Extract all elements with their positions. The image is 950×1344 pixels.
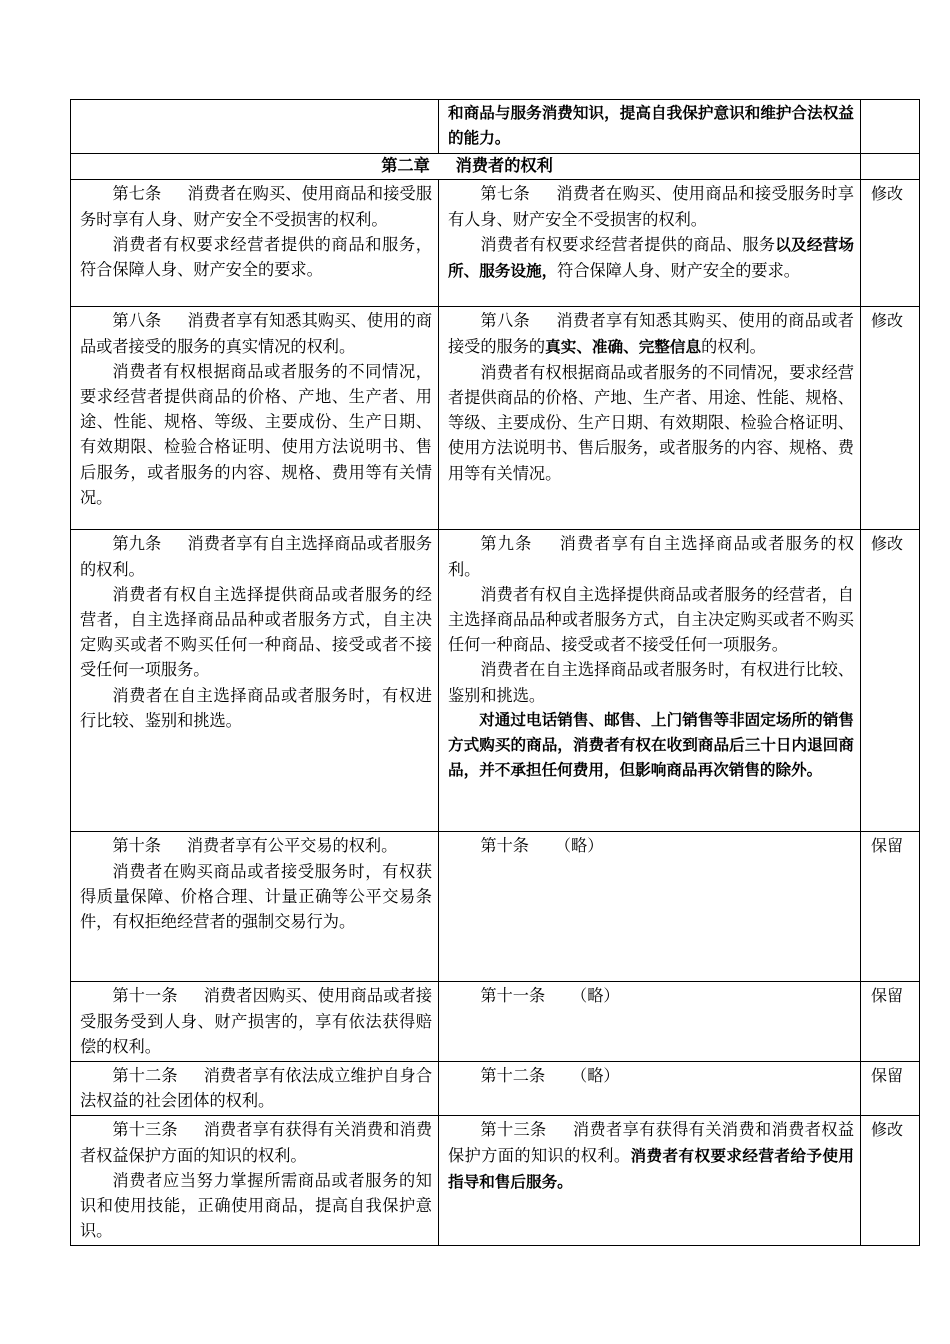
table-row — [71, 832, 920, 982]
chapter-number: 第二章 — [381, 156, 430, 176]
new-paragraph: 消费者在自主选择商品或者服务时，有权进行比较、鉴别和挑选。 — [448, 660, 854, 705]
old-paragraph: 消费者在自主选择商品或者服务时，有权进行比较、鉴别和挑选。 — [80, 685, 432, 730]
new-text-cell — [439, 307, 861, 530]
new-text-cell — [439, 180, 861, 307]
table-row — [71, 307, 920, 530]
old-text-cell — [71, 832, 439, 982]
old-text-cell — [71, 530, 439, 832]
status-badge: 保留 — [861, 832, 920, 982]
status-badge: 修改 — [861, 180, 920, 307]
old-paragraph: 消费者有权要求经营者提供的商品和服务，符合保障人身、财产安全的要求。 — [80, 234, 432, 280]
status-badge: 修改 — [861, 307, 920, 530]
table-row — [71, 530, 920, 832]
new-text-cell — [439, 530, 861, 832]
comparison-table — [70, 99, 920, 1246]
table-row — [71, 1062, 920, 1116]
old-text-cell — [71, 982, 439, 1062]
old-paragraph: 第十二条 消费者享有依法成立维护自身合法权益的社会团体的权利。 — [80, 1066, 433, 1111]
old-text-cell — [71, 100, 439, 154]
new-paragraph: 第九条 消费者享有自主选择商品或者服务的权利。 — [448, 534, 854, 579]
status-badge: 修改 — [861, 1116, 920, 1246]
new-paragraph: 第八条 消费者享有知悉其购买、使用的商品或者接受的服务的真实、准确、完整信息的权利。 — [448, 311, 854, 356]
table-row — [71, 180, 920, 307]
status-badge: 修改 — [861, 530, 920, 832]
new-paragraph: 消费者有权自主选择提供商品或者服务的经营者，自主选择商品品种或者服务方式，自主决定购买或者不购买任何一种商品、接受或者不接受任何一项服务。 — [448, 584, 854, 655]
new-text-cell — [439, 1062, 861, 1116]
table-row — [71, 982, 920, 1062]
new-paragraph: 第十条 （略） — [480, 836, 604, 856]
new-text-cell — [439, 1116, 861, 1246]
status-cell — [861, 154, 920, 180]
new-paragraph: 消费者有权根据商品或者服务的不同情况，要求经营者提供商品的价格、产地、生产者、用途、性能、规格、等级、主要成份、生产日期、有效期限、检验合格证明、使用方法说明书、售后服务，或者服务的内容、规格、费用等有关情况。 — [448, 362, 854, 483]
old-text-cell — [71, 307, 439, 530]
old-text-cell — [71, 1116, 439, 1246]
chapter-title: 消费者的权利 — [455, 156, 553, 176]
new-paragraph: 第十二条 （略） — [480, 1066, 620, 1086]
table-row — [71, 100, 920, 154]
old-paragraph: 消费者有权根据商品或者服务的不同情况，要求经营者提供商品的价格、产地、生产者、用途、性能、规格、等级、主要成份、生产日期、有效期限、检验合格证明、使用方法说明书、售后服务，或者服务的内容、规格、费用等有关情况。 — [80, 361, 432, 507]
chapter-row — [71, 154, 920, 180]
old-paragraph: 第八条 消费者享有知悉其购买、使用的商品或者接受的服务的真实情况的权利。 — [80, 311, 433, 356]
old-paragraph: 第十一条 消费者因购买、使用商品或者接受服务受到人身、财产损害的，享有依法获得赔偿的权利。 — [80, 986, 433, 1056]
new-paragraph: 第十一条 （略） — [480, 986, 620, 1006]
new-text-cell — [439, 832, 861, 982]
old-paragraph: 第九条 消费者享有自主选择商品或者服务的权利。 — [80, 534, 433, 579]
new-paragraph-added: 对通过电话销售、邮售、上门销售等非固定场所的销售方式购买的商品，消费者有权在收到商品后三十日内退回商品，并不承担任何费用，但影响商品再次销售的除外。 — [448, 710, 854, 780]
old-paragraph: 消费者有权自主选择提供商品或者服务的经营者，自主选择商品品种或者服务方式，自主决定购买或者不购买任何一种商品、接受或者不接受任何一项服务。 — [80, 584, 432, 680]
new-text: 和商品与服务消费知识，提高自我保护意识和维护合法权益的能力。 — [448, 104, 854, 148]
new-paragraph: 第七条 消费者在购买、使用商品和接受服务时享有人身、财产安全不受损害的权利。 — [448, 184, 854, 229]
table-row — [71, 1116, 920, 1246]
status-cell — [861, 100, 920, 154]
status-badge: 保留 — [861, 982, 920, 1062]
new-text-cell — [439, 982, 861, 1062]
new-text-cell — [439, 100, 861, 154]
status-badge: 保留 — [861, 1062, 920, 1116]
old-paragraph: 第七条 消费者在购买、使用商品和接受服务时享有人身、财产安全不受损害的权利。 — [80, 184, 433, 229]
new-paragraph: 第十三条 消费者享有获得有关消费和消费者权益保护方面的知识的权利。消费者有权要求经营者给予使用指导和售后服务。 — [448, 1120, 855, 1191]
old-paragraph: 第十三条 消费者享有获得有关消费和消费者权益保护方面的知识的权利。 — [80, 1120, 433, 1165]
new-paragraph: 消费者有权要求经营者提供的商品、服务以及经营场所、服务设施，符合保障人身、财产安全的要求。 — [448, 234, 854, 281]
chapter-heading — [71, 154, 861, 180]
old-paragraph: 消费者应当努力掌握所需商品或者服务的知识和使用技能，正确使用商品，提高自我保护意识。 — [80, 1170, 432, 1241]
old-paragraph: 第十条 消费者享有公平交易的权利。 — [112, 836, 398, 856]
old-text-cell — [71, 1062, 439, 1116]
old-text-cell — [71, 180, 439, 307]
old-paragraph: 消费者在购买商品或者接受服务时，有权获得质量保障、价格合理、计量正确等公平交易条件，有权拒绝经营者的强制交易行为。 — [80, 861, 432, 932]
